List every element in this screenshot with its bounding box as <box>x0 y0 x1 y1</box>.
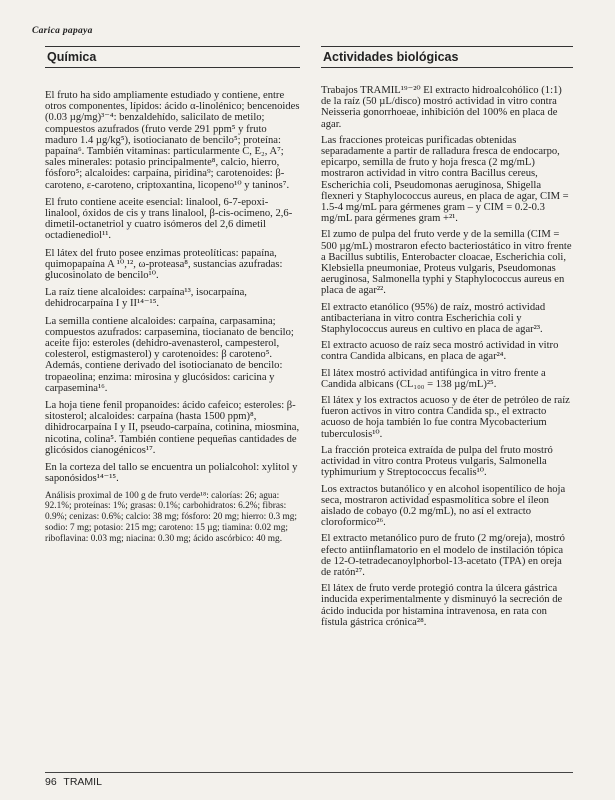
paragraph-latex-extracts: El látex y los extractos acuoso y de éter de petróleo de raíz fueron activos in vitro contra Candida sp., el extracto acuoso de hoja también lo fue contra Mycobacterium tuberculosis¹⁰. <box>321 395 570 440</box>
paragraph-tramil-works: Trabajos TRAMIL¹⁹⁻²⁰ El extracto hidroalcohólico (1:1) de la raíz (50 µL/disco) mostró actividad in vitro contra Neisseria gonorrhoeae, inhibición del 100% en placa de agar. <box>321 85 562 130</box>
paragraph-protein-pulp: La fracción proteica extraída de pulpa del fruto mostró actividad in vitro contra Proteus vulgaris, Salmonella typhimurium y Streptococcus fecalis¹⁰. <box>321 444 553 479</box>
biological-activity-heading: Actividades biológicas <box>321 46 573 68</box>
biological-activity-column <box>321 46 573 633</box>
paragraph-essential-oil: El fruto contiene aceite esencial: linalool, 6-7-epoxi-linalool, óxidos de cis y trans linalool, β-cis-ocimeno, 2,6-dimetil-octanetriol y cuatro isómeros del 2,6 dimetil octadienediol¹¹. <box>45 196 293 242</box>
chemistry-heading: Química <box>45 46 300 68</box>
chemistry-column <box>45 46 300 550</box>
paragraph-ulcer: El látex de fruto verde protegió contra la úlcera gástrica inducida experimentalmente y disminuyó la secreción de ácido inducida por histamina intravenosa, en rata con fístula gástrica crónica²⁸. <box>321 583 563 628</box>
paragraph-ethanol-extract: El extracto etanólico (95%) de raíz, mostró actividad antibacteriana in vitro contra Escherichia coli y Staphylococcus aureus en cultivo en placa de agar²³. <box>321 301 546 336</box>
paragraph-juice: El zumo de pulpa del fruto verde y de la semilla (CIM = 500 µg/mL) mostraron efecto bacteriostático in vitro frente a Bacillus subtilis, Enterobacter cloacae, Escherichia coli, Klebsiella pneumoniae, Proteus vulgaris, Pseudomonas aeruginosa, Salmonella typhi y Staphylococcus aureus en placa de agar²². <box>321 229 572 297</box>
paragraph-root: La raíz tiene alcaloides: carpaína¹³, isocarpaína, dehidrocarpaína I y II¹⁴⁻¹⁵. <box>45 287 247 310</box>
paragraph-fruit: El fruto ha sido ampliamente estudiado y contiene, entre otros componentes, lípidos: ácido α-linolénico; bencenoides (0.03 µg/mg)³⁻⁴: benzaldehído, salicilato de metilo; compuestos azufrados (fruto verde 291 ppm⁵ y fruto maduro 1.4 µg/kg⁵), isotiocianato de bencilo⁵; proteína: papaína⁶. También vitaminas: particularmente C, E₂, A⁷; sales minerales: potasio principalmente⁸, calcio, hierro, fósforo⁵; alcaloides: carpaína, piridina⁹; carotenoides: β-caroteno, ε-caroteno, criptoxantina, licopeno¹⁰ y taninos⁷. <box>45 90 300 191</box>
page-footer <box>45 772 573 788</box>
paragraph-bark: En la corteza del tallo se encuentra un polialcohol: xylitol y saponósidos¹⁴⁻¹⁵. <box>45 462 298 485</box>
proximal-analysis: Análisis proximal de 100 g de fruto verde¹⁸: calorías: 26; agua: 92.1%; proteínas: 1%; grasas: 0.1%; carbohidratos: 6.2%; fibras: 0.9%; cenizas: 0.6%; calcio: 38 mg; fósforo: 20 mg; hierro: 0.3 mg; sodio: 7 mg; potasio: 215 mg; caroteno: 15 µg; tiamina: 0.02 mg; riboflavina: 0.03 mg; niacina: 0.30 mg; ácido ascórbico: 40 mg. <box>45 490 297 544</box>
paragraph-leaf: La hoja tiene fenil propanoides: ácido cafeico; esteroles: β-sitosterol; alcaloides: carpaína (hasta 1500 ppm)⁸, dihidrocarpaína I y II, pseudo-carpaína, cotinina, miosmina, nicotina, colina⁵. También contiene pequeñas cantidades de glicósidos cianogénicos¹⁷. <box>45 400 300 456</box>
page-number: 96 <box>45 776 57 788</box>
paragraph-latex-antifungal: El látex mostró actividad antifúngica in vitro frente a Candida albicans (CL₁₀₀ = 138 µg/mL)²⁵. <box>321 367 546 390</box>
running-head: Carica papaya <box>32 26 93 36</box>
paragraph-methanol-extract: El extracto metanólico puro de fruto (2 mg/oreja), mostró efecto antiinflamatorio en el modelo de instilación tópica de 12-O-tetradecanoylphorbol-13-acetato (TPA) en oreja de ratón²⁷. <box>321 533 565 578</box>
paragraph-aqueous-extract: El extracto acuoso de raíz seca mostró actividad in vitro contra Candida albicans, en placa de agar²⁴. <box>321 340 559 363</box>
paragraph-protein-fractions: Las fracciones proteicas purificadas obtenidas separadamente a partir de ralladura fresca de endocarpo, epicarpo, semilla de fruto y hoja fresca (2 mg/mL) mostraron actividad in vitro contra Bacillus cereus, Escherichia coli, Pseudomonas aeruginosa, Shigella flexneri y Staphylococcus aureus, en placa de agar, CIM = 1.5-4 mg/mL para gérmenes gram – y CIM = 0.2-0.3 mg/mL para gérmenes gram +²¹. <box>321 134 569 225</box>
paragraph-butanol-extracts: Los extractos butanólico y en alcohol isopentílico de hoja seca, mostraron actividad espasmolítica sobre el íleon aislado de cobayo (0.2 mg/mL), no así el extracto cloroformico²⁶. <box>321 483 566 529</box>
paragraph-seed: La semilla contiene alcaloides: carpaína, carpasamina; compuestos azufrados: carpasemina, tiocianato de bencilo; aceite fijo: esteroles (dehidro-avenasterol, campesterol, colesterol, estigmasterol) y carotenoides: β caroteno⁵. Además, contiene derivado del isotiocianato de bencilo: tropaeolina; enzima: mirosina y glucósidos: caricina y carpasemina¹⁶. <box>45 315 294 394</box>
footer-label: TRAMIL <box>63 776 102 788</box>
paragraph-latex: El látex del fruto posee enzimas proteolíticas: papaína, quimopapaína A ¹⁰,¹², ω-proteasa⁸, sustancias azufradas: glucosinolato de bencilo¹⁰. <box>45 247 283 282</box>
